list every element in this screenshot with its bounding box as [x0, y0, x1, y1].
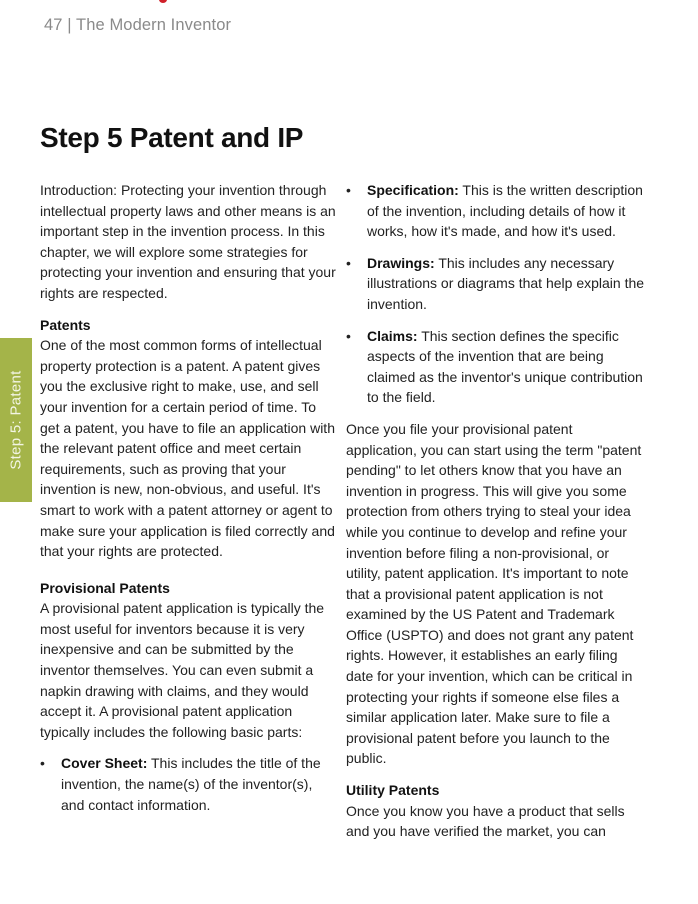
header-separator: | — [67, 16, 72, 34]
left-column — [40, 180, 336, 826]
patents-heading: Patents — [40, 316, 91, 333]
patent-pending-paragraph: Once you file your provisional patent application, you can start using the term "patent pending" to let others know that you have an invention in progress. This will give you some protection from others trying to steal your idea while you continue to develop and refine your invention before filing a non-provisional, or utility, patent application. It's important to note that a provisional patent application is not examined by the US Patent and Trademark Office (USPTO) and does not grant any patent rights. However, it establishes an early filing date for your invention, which can be critical in protecting your rights if someone else files a similar application later. Make sure to file a provisional patent before you launch to the public. — [346, 420, 642, 767]
list-item-text: This is the written description of the invention, including details of how it works, how it's made, and how it's used. — [367, 182, 643, 240]
chapter-side-tab — [0, 338, 32, 502]
utility-paragraph: Once you know you have a product that sells and you have verified the market, you can — [346, 802, 625, 840]
header-accent-mark — [159, 0, 167, 3]
list-item-term: Cover Sheet: — [61, 755, 148, 772]
list-item-term: Claims: — [367, 327, 418, 344]
list-item-text: This section defines the specific aspects of the invention that are being claimed as the inventor's unique contribution to the field. — [367, 327, 643, 406]
right-column — [346, 180, 646, 853]
list-item-claims — [346, 326, 646, 408]
chapter-side-tab-label: Step 5: Patent — [7, 370, 25, 470]
page-title: Step 5 Patent and IP — [40, 122, 304, 153]
list-item-text: This includes any necessary illustrations or diagrams that help explain the invention. — [367, 254, 645, 312]
bullet-icon: • — [40, 755, 45, 772]
list-item-cover-sheet — [40, 753, 336, 815]
patents-paragraph: One of the most common forms of intellectual property protection is a patent. A patent gives you the exclusive right to make, use, and sell your invention for a certain period of time. To get a patent, you have to file an application with the relevant patent office and meet certain requirements, such as proving that your invention is new, non-obvious, and useful. It's smart to work with a patent attorney or agent to make sure your application is filed correctly and that your rights are protected. — [40, 337, 335, 560]
list-item-specification — [346, 180, 646, 242]
page-number: 47 — [44, 16, 63, 34]
book-title: The Modern Inventor — [76, 16, 232, 34]
bullet-icon: • — [346, 327, 351, 344]
list-item-drawings — [346, 253, 646, 315]
utility-heading: Utility Patents — [346, 782, 440, 799]
intro-paragraph: Introduction: Protecting your invention through intellectual property laws and other means is an important step in the invention process. In this chapter, we will explore some strategies for protecting your invention and ensuring that your rights are respected. — [40, 182, 336, 301]
list-item-text: This includes the title of the invention, the name(s) of the inventor(s), and contact information. — [61, 755, 321, 813]
provisional-paragraph: A provisional patent application is typically the most useful for inventors because it is very inexpensive and can be submitted by the inventor themselves. You can even submit a napkin drawing with claims, and they would accept it. A provisional patent application typically includes the following basic parts: — [40, 600, 325, 740]
list-item-term: Specification: — [367, 182, 459, 198]
provisional-parts-list — [40, 753, 336, 815]
running-header — [44, 16, 231, 35]
provisional-parts-list-continued — [346, 180, 646, 408]
provisional-heading: Provisional Patents — [40, 579, 170, 596]
list-item-term: Drawings: — [367, 254, 435, 271]
bullet-icon: • — [346, 254, 351, 271]
bullet-icon: • — [346, 182, 351, 198]
